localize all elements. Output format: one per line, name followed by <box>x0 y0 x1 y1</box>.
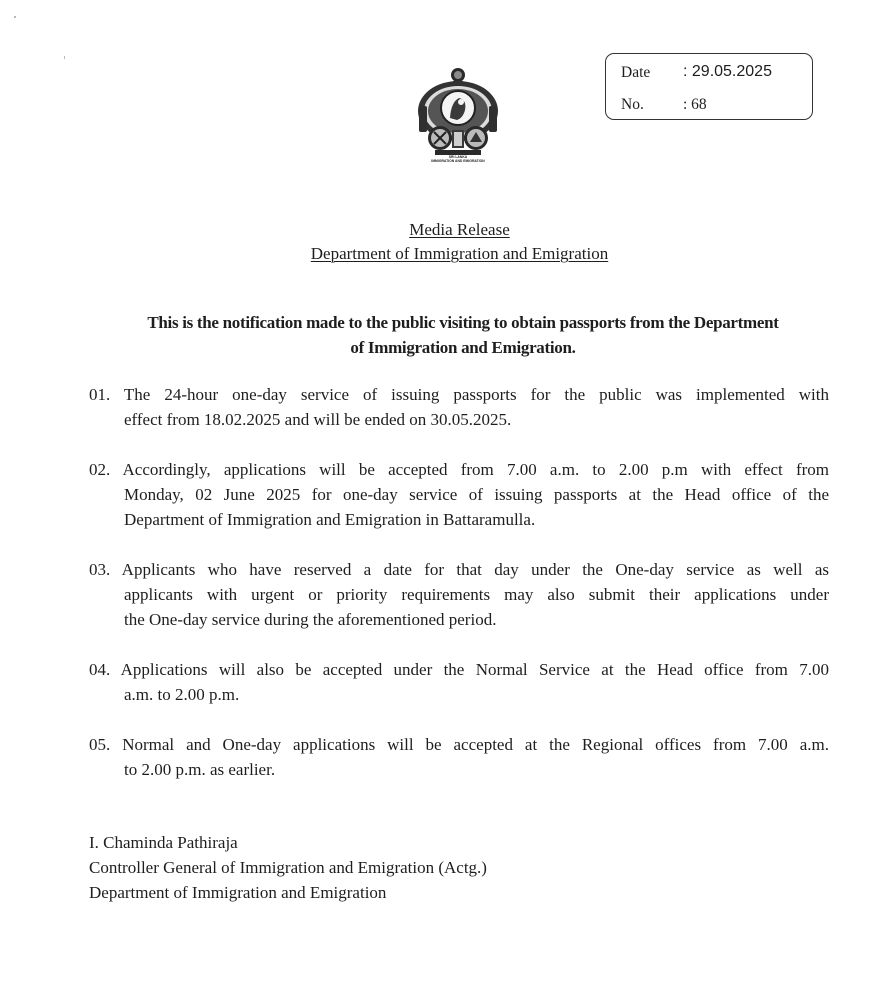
list-item <box>89 457 829 532</box>
date-number-box <box>605 53 813 120</box>
item-5-line2: to 2.00 p.m. as earlier. <box>124 760 276 779</box>
date-value: : 29.05.2025 <box>683 63 772 80</box>
notice-line1: This is the notification made to the public visiting to obtain passports from the Department <box>147 313 779 332</box>
signatory-name: I. Chaminda Pathiraja <box>89 833 238 852</box>
list-item <box>89 732 829 782</box>
emblem-caption-line2: IMMIGRATION AND EMIGRATION <box>431 159 485 163</box>
item-4-line1: 04. Applications will also be accepted under the Normal Service at the Head office from 7.00 <box>89 660 829 679</box>
item-2-line2: Monday, 02 June 2025 for one-day service of issuing passports at the Head office of the <box>124 485 829 504</box>
item-5-line1: 05. Normal and One-day applications will be accepted at the Regional offices from 7.00 a.m. <box>89 735 829 754</box>
signatory-department: Department of Immigration and Emigration <box>89 883 387 902</box>
date-label: Date <box>621 64 651 81</box>
item-3-line3: the One-day service during the aforementioned period. <box>124 610 497 629</box>
notice-heading <box>92 310 834 360</box>
scan-speck <box>64 56 65 59</box>
signatory-designation: Controller General of Immigration and Emigration (Actg.) <box>89 858 487 877</box>
item-2-line1: 02. Accordingly, applications will be accepted from 7.00 a.m. to 2.00 p.m with effect from <box>89 460 829 479</box>
department-title: Department of Immigration and Emigration <box>310 244 609 263</box>
list-item <box>89 657 829 707</box>
item-3-line2: applicants with urgent or priority requirements may also submit their applications under <box>124 585 829 604</box>
item-1-line2: effect from 18.02.2025 and will be ended on 30.05.2025. <box>124 410 512 429</box>
emblem-caption-line1: SRI LANKA <box>448 155 468 159</box>
item-3-line1: 03. Applicants who have reserved a date for that day under the One-day service as well as <box>89 560 829 579</box>
emblem-icon <box>415 66 501 158</box>
notice-line2: of Immigration and Emigration. <box>350 338 576 357</box>
item-4-line2: a.m. to 2.00 p.m. <box>124 685 240 704</box>
department-emblem <box>415 66 501 166</box>
item-2-line3: Department of Immigration and Emigration in Battaramulla. <box>124 510 536 529</box>
emblem-caption <box>416 155 500 163</box>
number-value: : 68 <box>683 96 707 113</box>
list-item <box>89 382 829 432</box>
media-release-title: Media Release <box>409 220 510 239</box>
list-item <box>89 557 829 632</box>
item-1-line1: 01. The 24-hour one-day service of issuing passports for the public was implemented with <box>89 385 829 404</box>
number-label: No. <box>621 96 644 113</box>
scan-speck <box>14 16 16 18</box>
